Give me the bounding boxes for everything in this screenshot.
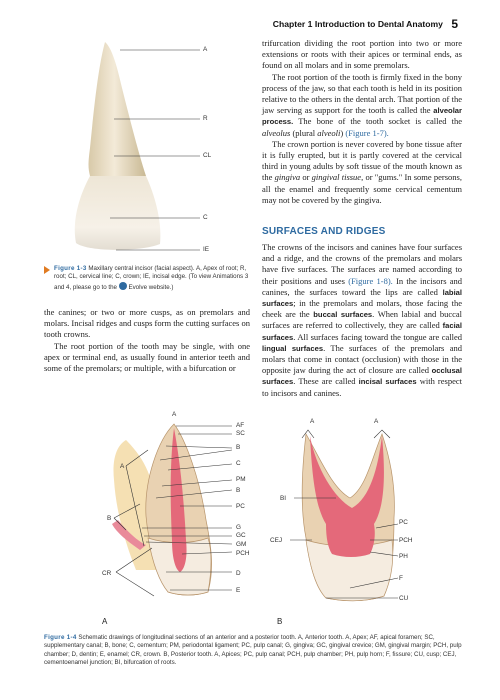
figure-1-4a-illustration: [96, 420, 246, 610]
sec-text-1: The crowns of the incisors and canines have four surfaces and a ridge, and the crowns of the premolars and molars have five surfaces. The surfaces are named according to their positions and uses: [262, 242, 462, 286]
figure-arrow-icon: [44, 266, 50, 274]
fig14a-label-apex: A: [172, 411, 177, 418]
right-column-text: [262, 38, 462, 206]
fig14a-label-GC: GC: [236, 532, 246, 539]
sec-text-2: In the incisors and canines, the surfaces toward the lips are called: [262, 275, 463, 297]
fig14a-label-CR: CR: [102, 570, 112, 577]
ref-figure-1-8[interactable]: (Figure 1-8).: [348, 275, 393, 286]
fig14b-label-CEJ: CEJ: [270, 537, 283, 544]
sec-text-6: . The surfaces of the premolars and molars that come in contact (occlusion) with those in the opposite jaw during the act of closure are called: [262, 342, 462, 376]
term-alveoli: alveoli: [317, 127, 341, 138]
p3-text-b: or: [302, 172, 310, 183]
fig14a-label-B-left: B: [107, 515, 112, 522]
term-occlusal-surfaces: occlusal surfaces: [262, 366, 462, 387]
fig14b-label-F: F: [399, 575, 403, 582]
fig14a-label-PC: PC: [236, 503, 245, 510]
figure-1-4-label: Figure 1-4: [44, 634, 77, 641]
p2-text-d: ): [340, 127, 344, 138]
p3-text-a: The crown portion is never covered by bone tissue after it is fully erupted, but it is partly covered at the cervical third in young adults by soft tissue of the mouth known as the: [262, 138, 462, 183]
fig14a-label-GM: GM: [236, 541, 247, 548]
sec-text-4: . When labial and buccal surfaces are referred to collectively, they are called: [262, 309, 463, 331]
fig14b-label-PC: PC: [399, 519, 408, 526]
fig14b-label-PH: PH: [399, 553, 408, 560]
sec-text-5: . All surfaces facing toward the tongue are called: [293, 331, 462, 342]
fig14b-label-CU: CU: [399, 595, 409, 602]
left-paragraph-1: the canines; or two or more cusps, as on premolars and molars. Incisal ridges and cusps form the cutting surfaces on tooth crowns.: [44, 307, 250, 340]
figure-1-3-caption-tail: Evolve website.): [128, 283, 174, 291]
figure-1-3-illustration: [60, 38, 260, 260]
evolve-icon: [119, 282, 127, 290]
figure-1-4-part-a: A: [102, 617, 108, 626]
left-column-text: [44, 307, 250, 374]
tooth-crown-shape: [75, 176, 161, 250]
term-labial-surfaces: labial surfaces: [262, 287, 463, 309]
figure-1-3-label: Figure 1-3: [54, 265, 87, 272]
page-number: 5: [451, 17, 458, 31]
figure-1-4-caption: [44, 634, 464, 667]
fig14a-label-C: C: [236, 460, 241, 467]
p2-text-c: (plural: [292, 127, 316, 138]
fig14b-label-A2: A: [374, 418, 379, 425]
figure-1-4b-illustration: [286, 428, 416, 606]
left-paragraph-2: The root portion of the tooth may be single, with one apex or terminal end, as usually found in anterior teeth and some of the premolars; or multiple, with a bifurcation or: [44, 340, 250, 374]
fig13-label-CL: CL: [203, 152, 212, 159]
p2-text-a: The root portion of the tooth is firmly fixed in the bony process of the jaw, so that each tooth is held in its position relative to the others in the dental arch. That portion of the jaw serving as support for the tooth is called the: [262, 71, 462, 116]
term-incisal-surfaces: incisal surfaces: [358, 377, 417, 387]
sec-text-8: with respect to incisors and canines.: [262, 376, 462, 398]
term-lingual-surfaces: lingual surfaces: [262, 343, 324, 353]
fig14a-label-PCH: PCH: [236, 550, 250, 557]
fig14b-label-PCH: PCH: [399, 537, 413, 544]
figure-1-4-part-b: B: [277, 617, 283, 626]
sec-text-7: . These are called: [293, 376, 356, 387]
term-facial-surfaces: facial surfaces: [262, 321, 463, 342]
fig14b-label-BI: BI: [280, 495, 287, 502]
section-text: [262, 242, 462, 399]
fig13-label-R: R: [203, 115, 208, 122]
right-paragraph-2: [262, 72, 462, 139]
figure-1-3-caption-text: Maxillary central incisor (facial aspect). A, Apex of root; R, root; CL, cervical line; C, crown; IE, incisal edge. (To view Animations 3 and 4, please go to the: [54, 265, 249, 291]
right-paragraph-1: trifurcation dividing the root portion into two or more extensions or roots with their apices or terminal ends, as found on all molars and in some premolars.: [262, 38, 462, 71]
fig13-label-A: A: [203, 46, 208, 53]
fig14a-label-B2: B: [236, 487, 241, 494]
figure-1-4-caption-text: Schematic drawings of longitudinal sections of an anterior and a posterior tooth. A, Anterior tooth. A, Apex; AF, apical foramen; SC, supplementary canal; B, bone; C, cementum; PM, periodontal ligament; PC, pulp canal; G, gingiva; GC, gingival crevice; GM, gingival margin; PCH, pulp chamber; D, dentin; E, enamel; CR, crown. B, Posterior tooth. A, Apices; PC, pulp canal; PCH, pulp chamber; PH, pulp horn; F, fissure; CU, cusp; CEJ, cementoenamel junction; BI, bifurcation of roots.: [44, 634, 462, 666]
term-buccal-surfaces: buccal surfaces: [313, 310, 373, 320]
fig14a-label-PM: PM: [236, 476, 246, 483]
fig14a-label-D: D: [236, 570, 241, 577]
chapter-title: Introduction to Dental Anatomy: [314, 19, 443, 29]
chapter-number: Chapter 1: [272, 19, 313, 29]
sec-text-3: ; in the premolars and molars, those facing the cheek are the: [262, 298, 462, 320]
running-header: [273, 16, 458, 30]
fig14a-label-G: G: [236, 524, 241, 531]
ref-figure-1-7[interactable]: (Figure 1-7).: [345, 127, 389, 138]
section-heading: SURFACES AND RIDGES: [262, 226, 386, 237]
fig14a-label-AF: AF: [236, 422, 245, 429]
term-alveolar-process: alveolar process.: [262, 106, 462, 127]
fig14b-label-A1: A: [310, 418, 315, 425]
term-alveolus: alveolus: [262, 127, 291, 138]
p2-text-b: The bone of the tooth socket is called the: [298, 116, 462, 127]
fig14a-label-B1: B: [236, 444, 241, 451]
term-gingival-tissue: gingival tissue: [311, 172, 362, 183]
figure-1-3-caption: [54, 265, 250, 292]
fig14a-label-E: E: [236, 587, 241, 594]
fig14a-label-SC: SC: [236, 430, 245, 437]
p3-text-c: , or "gums." In some persons, all the enamel and frequently some cervical cementum may not be covered by the gingiva.: [262, 172, 462, 205]
fig13-label-C: C: [203, 214, 208, 221]
term-gingiva: gingiva: [274, 172, 301, 183]
fig13-label-IE: IE: [203, 246, 210, 253]
right-paragraph-3: [262, 139, 462, 206]
fig14a-label-A-left: A: [120, 463, 125, 470]
